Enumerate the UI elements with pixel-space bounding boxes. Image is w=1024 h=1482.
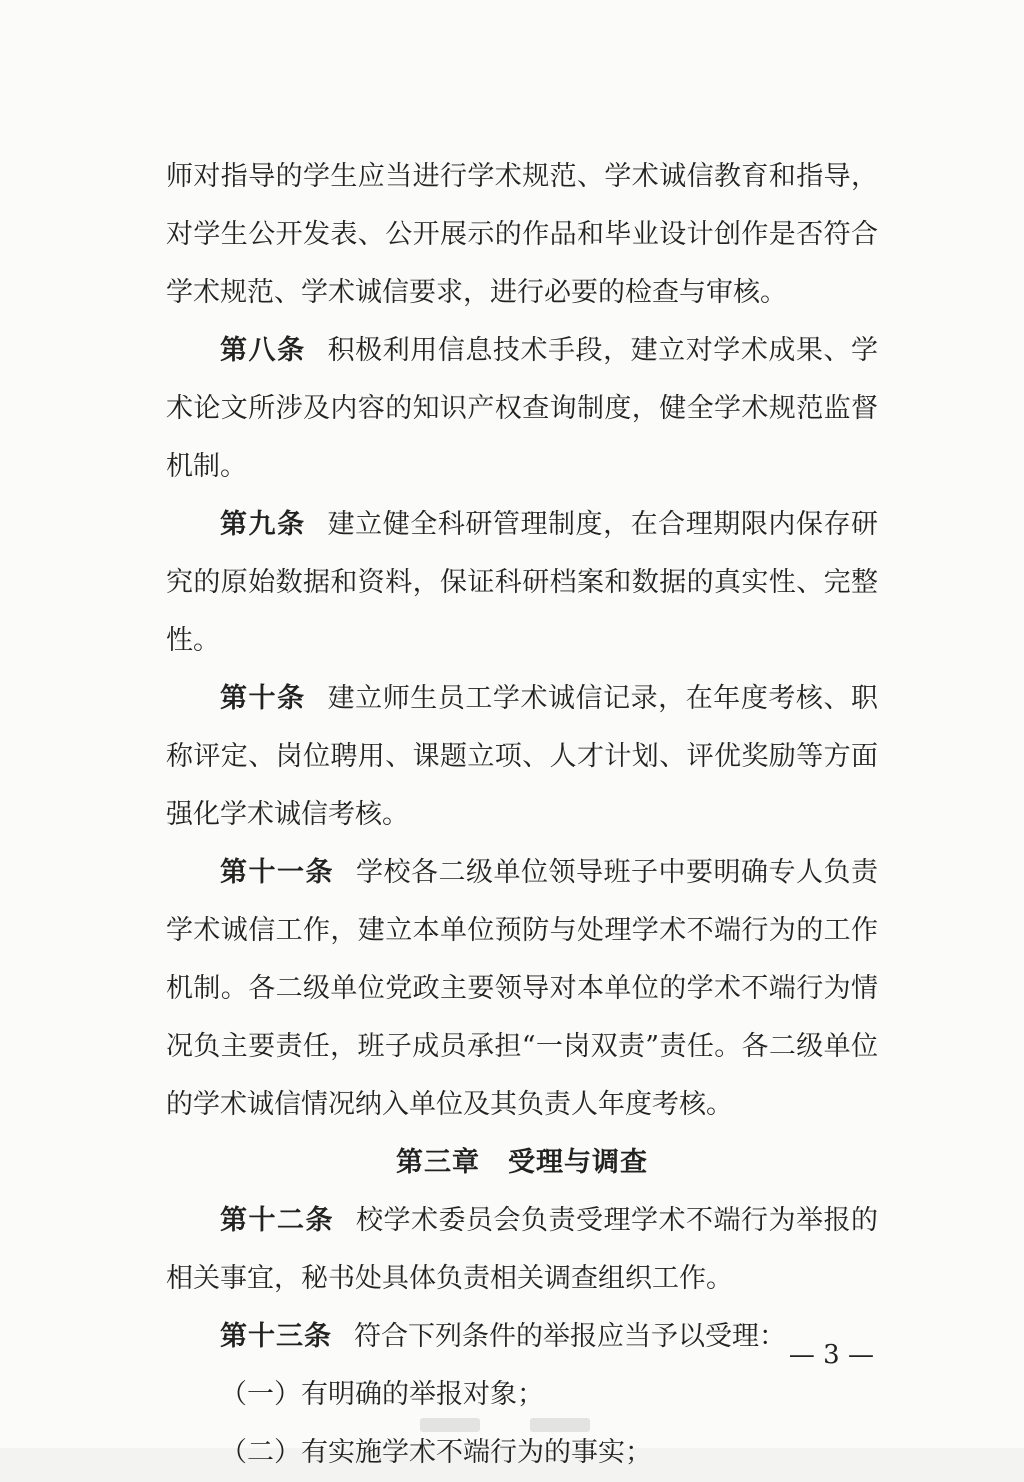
article-text: 学校各二级单位领导班子中要明确专人负责学术诚信工作，建立本单位预防与处理学术不端行为的工作机制。各二级单位党政主要领导对本单位的学术不端行为情况负主要责任，班子成员承担“一岗双责”责任。各二级单位的学术诚信情况纳入单位及其负责人年度考核。 (166, 857, 878, 1120)
article-text: 建立健全科研管理制度，在合理期限内保存研究的原始数据和资料，保证科研档案和数据的真实性、完整性。 (166, 509, 879, 656)
scan-smudge (420, 1418, 480, 1432)
article-text: 建立师生员工学术诚信记录，在年度考核、职称评定、岗位聘用、课题立项、人才计划、评优奖励等方面强化学术诚信考核。 (166, 683, 879, 830)
article-label: 第九条 (220, 509, 306, 540)
page-number: — 3 — (788, 1340, 874, 1370)
article-text: 校学术委员会负责受理学术不端行为举报的相关事宜，秘书处具体负责相关调查组织工作。 (166, 1205, 878, 1294)
article-10 (166, 670, 878, 844)
list-item-1 (166, 1366, 878, 1424)
list-item-text: （一）有明确的举报对象； (220, 1379, 544, 1410)
article-11 (166, 844, 878, 1134)
list-item-text: （二）有实施学术不端行为的事实； (220, 1437, 652, 1468)
paragraph-continued (166, 148, 878, 322)
article-13 (166, 1308, 878, 1366)
article-9 (166, 496, 878, 670)
article-text: 积极利用信息技术手段，建立对学术成果、学术论文所涉及内容的知识产权查询制度，健全学术规范监督机制。 (166, 335, 879, 482)
article-12 (166, 1192, 878, 1308)
scan-smudge (530, 1418, 590, 1432)
article-label: 第十三条 (220, 1321, 332, 1352)
document-body (166, 148, 878, 1482)
article-text: 符合下列条件的举报应当予以受理： (354, 1321, 786, 1352)
list-item-2 (166, 1424, 878, 1482)
paragraph-text: 师对指导的学生应当进行学术规范、学术诚信教育和指导，对学生公开发表、公开展示的作品和毕业设计创作是否符合学术规范、学术诚信要求，进行必要的检查与审核。 (166, 161, 878, 308)
article-label: 第八条 (220, 335, 306, 366)
article-label: 第十一条 (220, 857, 334, 888)
article-label: 第十条 (220, 683, 306, 714)
article-8 (166, 322, 878, 496)
chapter-title: 第三章 受理与调查 (396, 1147, 648, 1178)
article-label: 第十二条 (220, 1205, 334, 1236)
